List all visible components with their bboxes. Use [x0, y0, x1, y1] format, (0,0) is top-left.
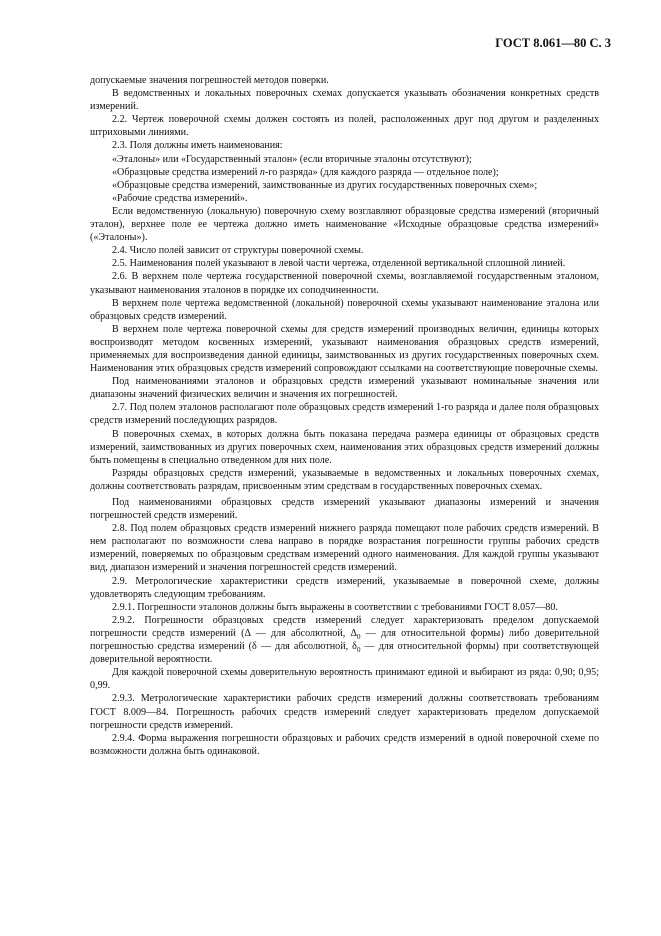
paragraph: 2.9.4. Форма выражения погрешности образцовых и рабочих средств измерений в одной поверочной схеме по возможности должна быть одинаковой. — [90, 732, 599, 757]
paragraph: 2.7. Под полем эталонов располагают поле образцовых средств измерений 1-го разряда и далее поля образцовых средств измерений последующих разрядов. — [90, 402, 599, 427]
paragraph: В верхнем поле чертежа поверочной схемы для средств измерений производных величин, единицы которых воспроизводят методом косвенных измерений, указывают наименования образцовых средств измерений, применяемых для воспроизведения данной единицы, заимствованных из других государственных поверочных схем. Наименования этих образцовых средств измерений сопровождают ссылками на соответствующие поверочные схемы. — [90, 323, 599, 375]
paragraph: 2.4. Число полей зависит от структуры поверочной схемы. — [112, 245, 364, 257]
paragraph: 2.3. Поля должны иметь наименования: — [112, 140, 283, 152]
paragraph: 2.9. Метрологические характеристики средств измерений, указываемые в поверочной схеме, должны удовлетворять следующим требованиям. — [90, 575, 599, 600]
paragraph: В поверочных схемах, в которых должна быть показана передача размера единицы от образцовых средств измерений, заимствованных из других поверочных схем, наименования этих образцовых средств измерений должны быть помещены в специально отведенном для них поле. — [90, 428, 599, 466]
paragraph: 2.2. Чертеж поверочной схемы должен состоять из полей, расположенных друг под другом и разделенных штриховыми линиями. — [90, 114, 599, 139]
running-header: ГОСТ 8.061—80 С. 3 — [495, 36, 611, 50]
paragraph: В верхнем поле чертежа ведомственной (локальной) поверочной схемы указывают наименование эталона или образцовых средств измерений. — [90, 297, 599, 322]
paragraph: допускаемые значения погрешностей методов поверки. — [90, 75, 329, 86]
paragraph: Разряды образцовых средств измерений, указываемые в ведомственных и локальных поверочных схемах, должны соответствовать разрядам, присвоенным этим средствам в государственных поверочных схемах. — [90, 467, 599, 492]
field-name-item: «Образцовые средства измерений n-го разряда» (для каждого разряда — отдельное поле); — [112, 166, 499, 178]
paragraph: 2.6. В верхнем поле чертежа государственной поверочной схемы, возглавляемой государственным эталоном, указывают наименования эталонов в порядке их соподчиненности. — [90, 271, 599, 296]
paragraph: 2.8. Под полем образцовых средств измерений нижнего разряда помещают поле рабочих средств измерений. В нем располагают по возможности слева направо в порядке возрастания погрешности группы рабочих средств измерений, поверяемых по образцовым средствам измерений одного наименования. Для каждой группы указывают вид, диапазон измерений и значения погрешностей средств измерений. — [90, 523, 599, 574]
paragraph: 2.9.1. Погрешности эталонов должны быть выражены в соответствии с требованиями ГОСТ 8.057—80. — [112, 601, 558, 613]
paragraph: Под наименованиями образцовых средств измерений указывают диапазоны измерений и значения погрешностей средств измерений. — [90, 497, 599, 522]
field-name-item: «Рабочие средства измерений». — [112, 192, 248, 204]
paragraph: Под наименованиями эталонов и образцовых средств измерений указывают номинальные значения или диапазоны значений физических величин и значения их погрешностей. — [90, 376, 599, 401]
paragraph: В ведомственных и локальных поверочных схемах допускается указывать обозначения конкретных средств измерений. — [90, 88, 599, 113]
field-name-item: «Образцовые средства измерений, заимствованные из других государственных поверочных схем»; — [112, 179, 538, 191]
field-name-item: «Эталоны» или «Государственный эталон» (если вторичные эталоны отсутствуют); — [112, 153, 472, 165]
paragraph: 2.9.2. Погрешности образцовых средств измерений следует характеризовать пределом допускаемой погрешности средств измерений (Δ — для абсолютной, $\Delta_0$ — для относительной формы) либо доверительной погрешностью средства измерений (δ — для абсолютной, $\delta_0$ — для относительной формы) при соответствующей доверительной вероятности. — [90, 614, 599, 666]
paragraph: Если ведомственную (локальную) поверочную схему возглавляют образцовые средства измерений (вторичный эталон), верхнее поле ее чертежа должно иметь наименование «Исходные образцовые средства измерений» («Эталоны»). — [90, 205, 599, 244]
paragraph: 2.9.3. Метрологические характеристики рабочих средств измерений должны соответствовать требованиям ГОСТ 8.009—84. Погрешность рабочих средств измерений следует характеризовать пределом допускаемой погрешности средств измерений. — [90, 693, 599, 731]
paragraph: 2.5. Наименования полей указывают в левой части чертежа, отделенной вертикальной сплошной линией. — [112, 258, 566, 270]
document-body — [90, 74, 599, 758]
paragraph: Для каждой поверочной схемы доверительную вероятность принимают единой и выбирают из ряда: 0,90; 0,95; 0,99. — [90, 667, 599, 692]
